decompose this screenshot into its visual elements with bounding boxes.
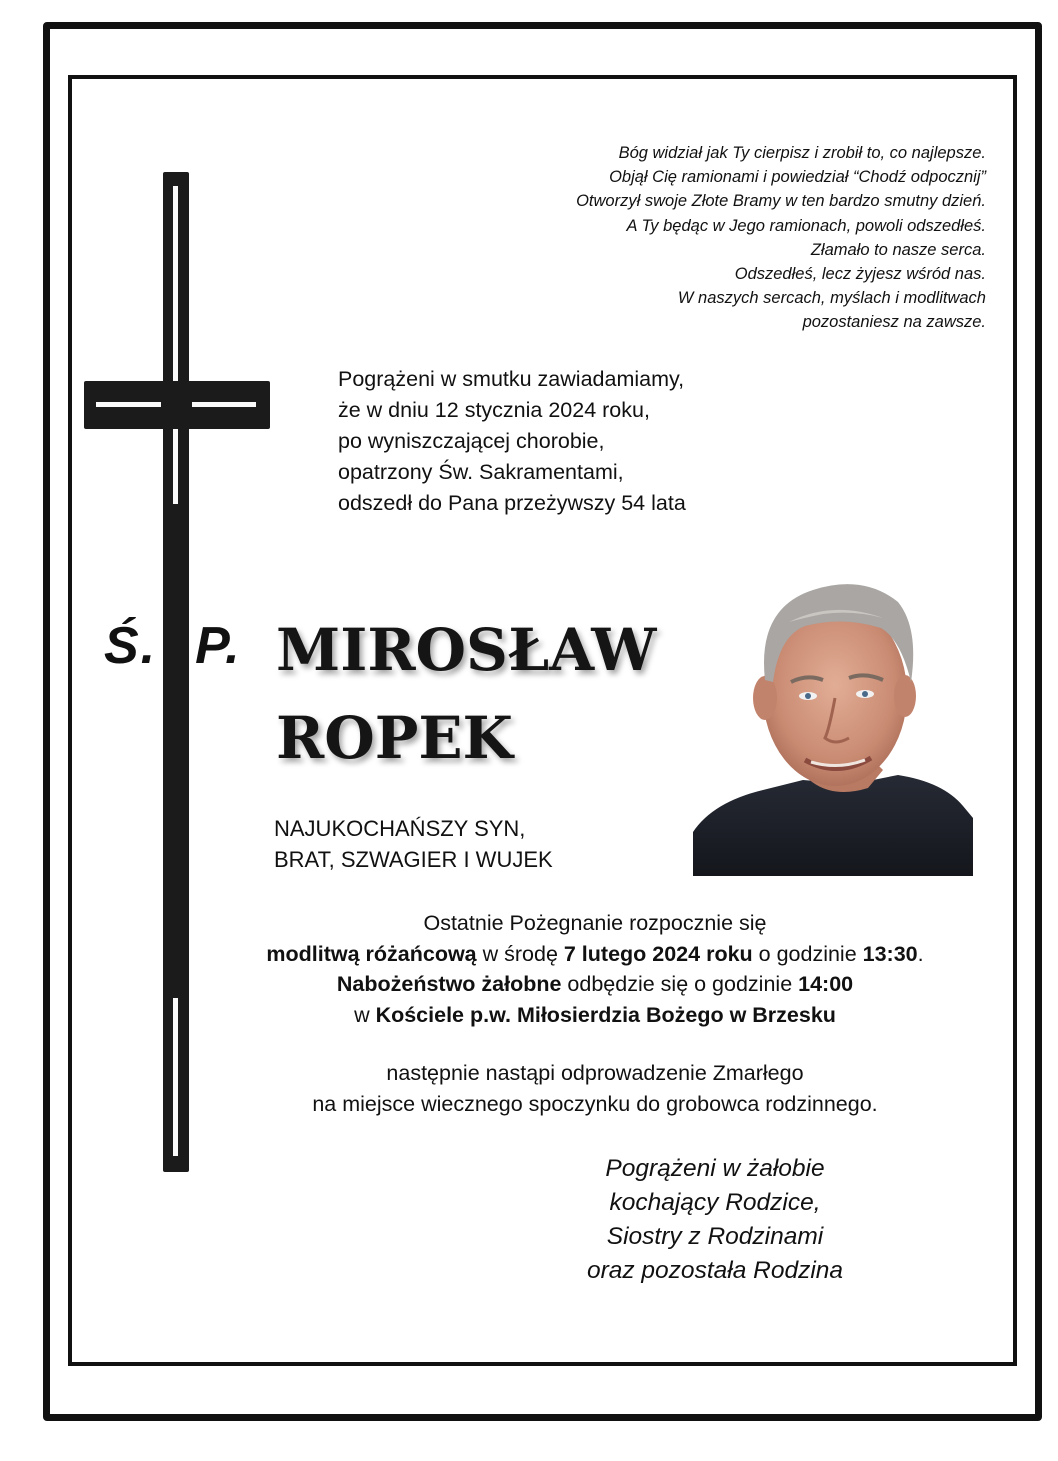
signature-line: oraz pozostała Rodzina — [586, 1257, 844, 1284]
honorific — [104, 616, 242, 676]
procession-line: na miejsce wiecznego spoczynku do grobowca rodzinnego. — [312, 1092, 878, 1116]
last-name: ROPEK — [276, 704, 513, 772]
relation-line: NAJUKOCHAŃSZY SYN, — [274, 816, 526, 841]
relation-line: BRAT, SZWAGIER I WUJEK — [274, 847, 553, 872]
rosary-time: 13:30 — [862, 941, 918, 966]
poem-line: Bóg widział jak Ty cierpisz i zrobił to, co najlepsze. — [618, 144, 986, 162]
announcement-line: Pogrążeni w smutku zawiadamiamy, — [338, 367, 685, 391]
poem-line: pozostaniesz na zawsze. — [802, 313, 986, 332]
signature-line: Pogrążeni w żałobie — [605, 1155, 825, 1182]
service-time: 14:00 — [798, 972, 854, 996]
church-name: Kościele p.w. Miłosierdzia Bożego w Brzesku — [375, 1002, 836, 1027]
signature-line: kochający Rodzice, — [609, 1189, 821, 1216]
announcement-line: odszedł do Pana przeżywszy 54 lata — [338, 491, 686, 515]
relation — [274, 813, 553, 875]
procession-info — [200, 1058, 990, 1120]
signature — [545, 1152, 885, 1288]
announcement-line: że w dniu 12 stycznia 2024 roku, — [338, 398, 650, 422]
ceremony-line — [200, 939, 990, 970]
poem-line: Objął Cię ramionami i powiedział “Chodź odpocznij” — [609, 168, 986, 187]
service-text: Nabożeństwo żałobne — [336, 972, 562, 996]
rosary-text: modlitwą różańcową — [266, 941, 477, 966]
announcement-line: opatrzony Św. Sakramentami, — [338, 460, 624, 484]
poem-line: Odszedłeś, lecz żyjesz wśród nas. — [734, 265, 986, 284]
signature-line: Siostry z Rodzinami — [606, 1223, 824, 1250]
ceremony-line: Ostatnie Pożegnanie rozpocznie się — [423, 911, 767, 935]
poem-line: Złamało to nasze serca. — [810, 240, 986, 259]
announcement — [338, 364, 686, 519]
ceremony-date: 7 lutego 2024 roku — [563, 941, 753, 966]
poem-line: A Ty będąc w Jego ramionach, powoli odszedłeś. — [626, 216, 986, 235]
ceremony-text: o godzinie — [752, 941, 863, 966]
ceremony-text: w środę — [476, 941, 564, 966]
ceremony-text: w — [354, 1002, 376, 1027]
procession-line: następnie nastąpi odprowadzenie Zmarłego — [386, 1061, 804, 1085]
cross-arm — [84, 381, 270, 429]
ceremony-text: odbędzie się o godzinie — [561, 972, 799, 996]
ceremony-info — [200, 908, 990, 1030]
announcement-line: po wyniszczającej chorobie, — [338, 429, 605, 453]
honorific-p: P. — [195, 617, 242, 675]
ceremony-line — [200, 969, 990, 1000]
ceremony-text: . — [917, 941, 924, 966]
first-name: MIROSŁAW — [276, 616, 657, 684]
poem — [426, 141, 986, 335]
ceremony-line — [200, 1000, 990, 1031]
poem-line: Otworzył swoje Złote Bramy w ten bardzo smutny dzień. — [576, 192, 986, 211]
portrait-photo — [693, 570, 973, 876]
deceased-name — [276, 606, 656, 782]
poem-line: W naszych sercach, myślach i modlitwach — [677, 289, 986, 308]
honorific-s: Ś. — [104, 617, 158, 675]
